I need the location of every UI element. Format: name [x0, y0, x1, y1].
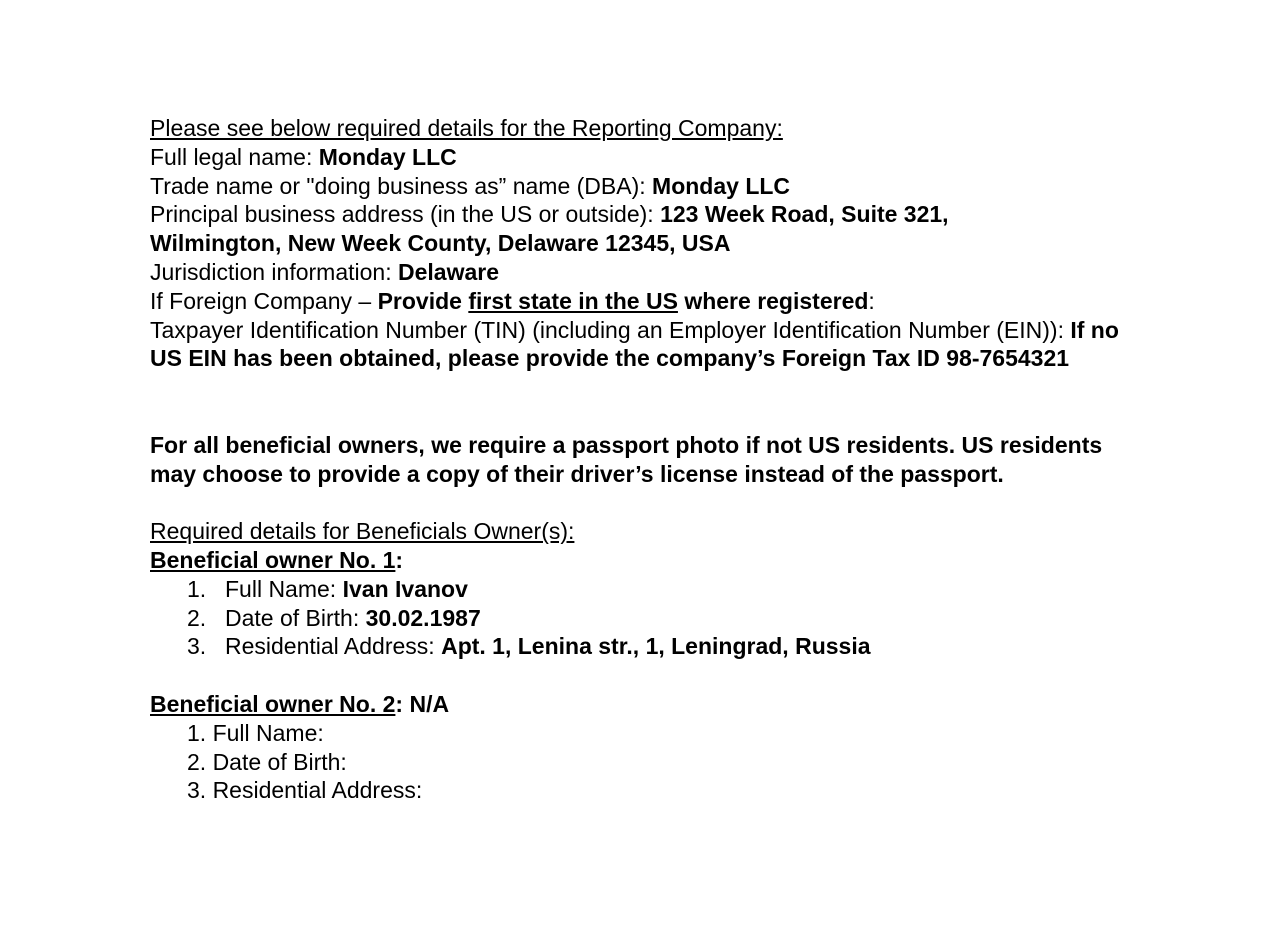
tin-row — [150, 316, 1150, 374]
list-item — [150, 575, 1150, 604]
foreign-company-row — [150, 287, 1150, 316]
foreign-bold2: where registered — [677, 287, 869, 314]
full-legal-name-value: Monday LLC — [318, 143, 457, 170]
owner1-address-label: Residential Address: — [225, 633, 442, 660]
jurisdiction-value: Delaware — [398, 258, 500, 285]
address-label: Principal business address (in the US or outside): — [150, 201, 661, 228]
tin-value: If no US EIN has been obtained, please provide the company’s Foreign Tax ID 98-7654321 — [150, 316, 1119, 372]
reporting-company-heading: Please see below required details for the Reporting Company: — [150, 115, 783, 141]
beneficial-owners-heading: Required details for Beneficials Owner(s): — [150, 518, 575, 545]
owner1-full-name-value: Ivan Ivanov — [342, 575, 468, 602]
full-legal-name-row — [150, 143, 1150, 172]
address-value-line2: Wilmington, New Week County, Delaware 12345, USA — [150, 230, 731, 257]
address-value-line1: 123 Week Road, Suite 321, — [660, 201, 949, 228]
list-item — [150, 604, 1150, 633]
passport-notice: For all beneficial owners, we require a passport photo if not US residents. US residents may choose to provide a copy of their driver’s license instead of the passport. — [150, 431, 1103, 487]
spacer — [150, 661, 1150, 690]
owner2-title-suffix: : N/A — [395, 690, 450, 717]
list-number: 1. — [187, 575, 207, 602]
list-number: 2. — [187, 604, 207, 631]
foreign-suffix: : — [868, 287, 875, 314]
owner1-dob-value: 30.02.1987 — [365, 604, 481, 631]
owner2-title: Beneficial owner No. 2 — [150, 690, 396, 717]
list-item — [150, 632, 1150, 661]
owner1-full-name-label: Full Name: — [225, 575, 343, 602]
owner2-details-list — [150, 719, 1150, 805]
tin-label: Taxpayer Identification Number (TIN) (including an Employer Identification Number (EIN)): — [150, 316, 1071, 343]
document-page — [150, 114, 1150, 805]
owner2-address-item: 3. Residential Address: — [187, 777, 423, 804]
list-number: 3. — [187, 633, 207, 660]
foreign-first-state: first state in the US — [468, 287, 678, 314]
dba-label: Trade name or "doing business as” name (DBA): — [150, 172, 653, 199]
jurisdiction-label: Jurisdiction information: — [150, 258, 398, 285]
owner2-title-row — [150, 690, 1150, 719]
foreign-bold1: Provide — [377, 287, 469, 314]
owner1-details-list — [150, 575, 1150, 661]
dba-row — [150, 172, 1150, 201]
full-legal-name-label: Full legal name: — [150, 143, 319, 170]
owner1-title-row — [150, 546, 1150, 575]
owner1-dob-label: Date of Birth: — [225, 604, 366, 631]
owner1-address-value: Apt. 1, Lenina str., 1, Leningrad, Russia — [441, 633, 871, 660]
address-row — [150, 200, 1150, 229]
spacer — [150, 373, 1150, 431]
spacer — [150, 488, 1150, 517]
dba-value: Monday LLC — [652, 172, 791, 199]
owner1-title: Beneficial owner No. 1 — [150, 546, 396, 573]
owner1-title-suffix: : — [395, 546, 404, 573]
jurisdiction-row — [150, 258, 1150, 287]
owner2-full-name-item: 1. Full Name: — [187, 719, 324, 746]
foreign-prefix: If Foreign Company – — [150, 287, 378, 314]
owner2-dob-item: 2. Date of Birth: — [187, 748, 347, 775]
